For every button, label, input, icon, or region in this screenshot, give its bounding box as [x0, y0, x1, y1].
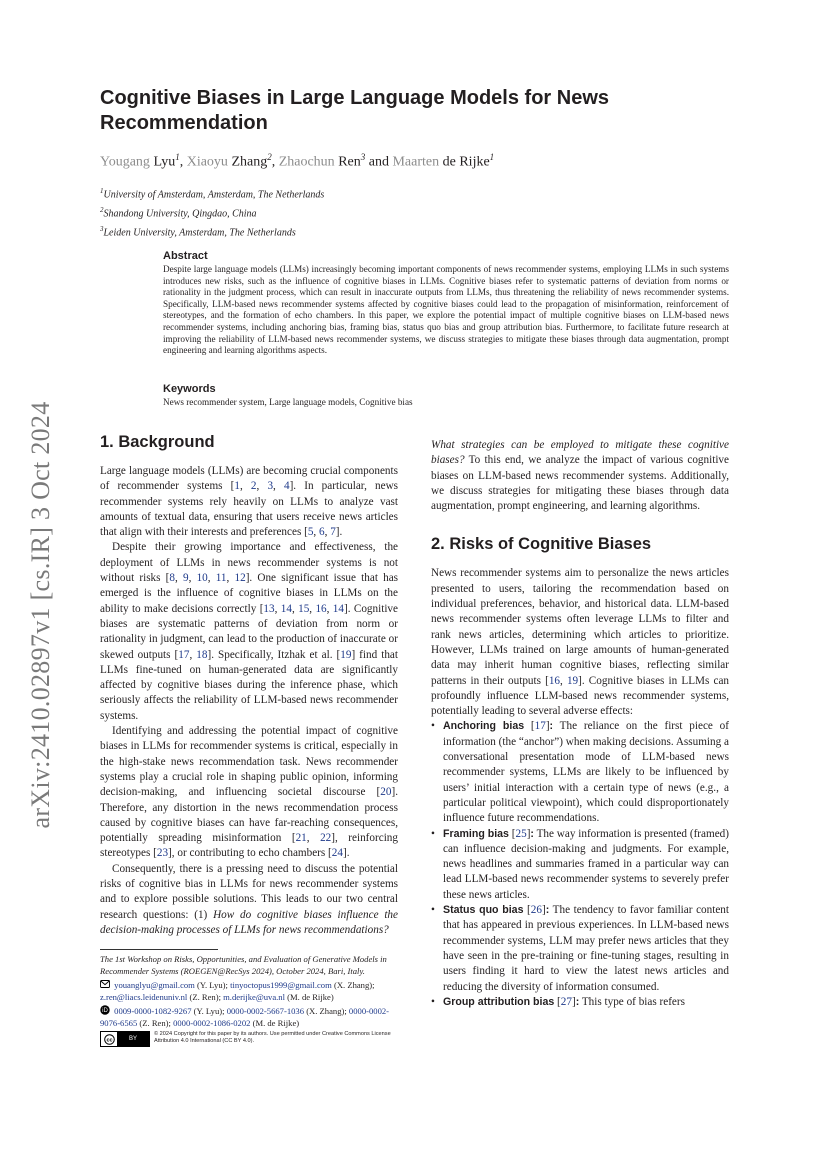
citation-link[interactable]: 14	[280, 602, 292, 615]
citation-link[interactable]: 8	[169, 572, 175, 585]
orcid-icon	[100, 1005, 110, 1015]
citation-link[interactable]: 26	[530, 904, 542, 917]
affiliation-number: 3	[100, 224, 104, 233]
citation-link[interactable]: 4	[283, 480, 290, 493]
citation-link[interactable]: 24	[331, 847, 343, 860]
svg-text:iD: iD	[102, 1008, 108, 1015]
citation-link[interactable]: 14	[332, 602, 344, 615]
paper-title: Cognitive Biases in Large Language Models for News Recommendation	[100, 87, 609, 134]
paragraph: Consequently, there is a pressing need to discuss the potential risks of cognitive bias in LLMs for news recommender systems and to explore possible solutions. This leads to our two central research questions: (1) How do cognitive biases influence the decision-making processes of LLMs for news recommendations?	[100, 862, 398, 936]
list-item: • Group attribution bias [27]: This type of bias refers	[431, 995, 729, 1010]
citation-link[interactable]: 1	[234, 480, 240, 493]
keywords-text: News recommender system, Large language models, Cognitive bias	[163, 397, 413, 407]
list-item: • Anchoring bias [17]: The reliance on the first piece of information (the “anchor”) when making decisions. Assuming a conversational presentation mode of LLM-based news recommender systems, LLMs are likely to be influenced by users’ initial interaction with a certain type of news (e.g., a particular political viewpoint), which could disproportionately influence future recommendations.	[431, 719, 729, 826]
author-last-name: de Rijke	[442, 154, 490, 170]
keywords-block	[163, 383, 729, 409]
bias-name: Group attribution bias	[443, 995, 555, 1008]
right-column	[431, 438, 729, 1010]
author-first-name[interactable]: Zhaochun	[278, 154, 335, 170]
email-link[interactable]: tinyoctopus1999@gmail.com	[230, 980, 332, 990]
email-icon	[100, 979, 110, 989]
author-separator: ,	[271, 154, 276, 170]
orcid-link[interactable]: 0000-0002-1086-0202	[173, 1018, 251, 1028]
bias-name: Framing bias	[443, 827, 509, 840]
citation-link[interactable]: 20	[380, 786, 392, 799]
author-first-name[interactable]: Yougang	[100, 154, 150, 170]
research-question-2: What strategies can be employed to mitigate these cognitive biases?	[431, 439, 729, 467]
citation-link[interactable]: 6	[319, 526, 325, 539]
affiliation-number: 2	[100, 205, 104, 214]
keywords-heading: Keywords	[163, 383, 216, 395]
arxiv-stamp-text: arXiv:2410.02897v1 [cs.IR] 3 Oct 2024	[26, 401, 55, 829]
affiliation-text: Leiden University, Amsterdam, The Netherlands	[103, 226, 296, 238]
arxiv-identifier-stamp	[20, 380, 62, 850]
paragraph: Identifying and addressing the potential impact of cognitive biases in LLMs for recommender systems is critical, especially in the high-stake news recommendation task. News recommender systems play a crucial role in shaping public opinion, informing decision-making, and influencing societal discourse [20]. Therefore, any distortion in the news recommendation process caused by cognitive biases can have far-reaching consequences, potentially spreading misinformation [21, 22], reinforcing stereotypes [23], or contributing to echo chambers [24].	[100, 725, 398, 860]
citation-link[interactable]: 18	[196, 648, 208, 661]
citation-link[interactable]: 10	[196, 572, 208, 585]
orcid-list: iD 0009-0000-1082-9267 (Y. Lyu); 0000-0002-5667-1036 (X. Zhang); 0000-0002-9076-6565 (Z. Ren); 0000-0002-1086-0202 (M. de Rijke)	[100, 1006, 390, 1028]
author-affiliation-mark: 1	[175, 152, 180, 162]
section-heading-risks: 2. Risks of Cognitive Biases	[431, 535, 652, 554]
author-first-name[interactable]: Maarten	[392, 154, 440, 170]
citation-link[interactable]: 7	[330, 526, 336, 539]
cc-by-badge[interactable]	[100, 1031, 150, 1047]
bias-name: Anchoring bias	[443, 720, 525, 733]
section-heading-background: 1. Background	[100, 433, 215, 451]
author-affiliation-mark: 1	[489, 152, 495, 162]
license-text: © 2024 Copyright for this paper by its authors. Use permitted under Creative Commons License Attribution 4.0 International (CC BY 4.0).	[154, 1031, 391, 1044]
citation-link[interactable]: 21	[295, 832, 307, 845]
abstract-text: Despite large language models (LLMs) increasingly becoming important components of news recommender systems, employing LLMs in such systems introduces new risks, such as the influence of cognitive biases in LLMs. Cognitive biases refer to systematic patterns of deviation from norms or rationality in the judgment process, which can result in inaccurate outputs from LLMs, thus threatening the reliability of news recommender systems. Specifically, LLM-based news recommender systems affected by cognitive biases could lead to the propagation of misinformation, reinforcement of stereotypes, and the formation of echo chambers. In this paper, we explore the potential impact of multiple cognitive biases on LLM-based news recommender systems, including anchoring bias, framing bias, status quo bias and group attribution bias. Furthermore, to facilitate future research at improving the reliability of LLM-based news recommender systems, we discuss strategies to mitigate these biases through data augmentation, prompt engineering and learning algorithms aspects.	[163, 264, 729, 356]
author-and: and	[368, 154, 389, 170]
list-item: • Status quo bias [26]: The tendency to favor familiar content that has appeared in previous experiences. In LLM-based news recommender systems, LLM may prefer news articles that they have seen in the pre-training or fine-tuning stages, resulting in users finding it hard to view the latest news articles and reducing the diversity of information consumed.	[431, 903, 729, 995]
paragraph: What strategies can be employed to mitigate these cognitive biases? To this end, we analyze the impact of various cognitive biases on LLM-based news recommender systems. Additionally, we discuss strategies for mitigating these biases through data augmentation, prompt engineering, and learning algorithms.	[431, 439, 729, 513]
research-question-1: How do cognitive biases influence the decision-making processes of LLMs for news recommendations?	[100, 908, 398, 936]
author-last-name: Ren	[338, 154, 361, 170]
author-last-name: Zhang	[231, 154, 268, 170]
paragraph: Large language models (LLMs) are becoming crucial components of recommender systems [1, 2, 3, 4]. In particular, news recommender systems rely heavily on LLMs to analyze vast amounts of textual data, ensuring that users receive news articles that align with their interests and preferences [5, 6, 7].	[100, 465, 399, 539]
venue-note: The 1st Workshop on Risks, Opportunities, and Evaluation of Generative Models in Recommender Systems (ROEGEN@RecSys 2024), October 2024, Bari, Italy.	[100, 954, 387, 976]
footnote-block	[100, 949, 400, 1047]
svg-text:cc: cc	[105, 1037, 113, 1044]
cc-badge-label: BY	[117, 1032, 149, 1046]
affiliation-number: 1	[100, 187, 104, 195]
author-first-name[interactable]: Xiaoyu	[186, 154, 228, 170]
author-last-name: Lyu	[153, 154, 176, 170]
affiliation-text: Shandong University, Qingdao, China	[103, 208, 257, 220]
license-row	[100, 1031, 400, 1047]
citation-link[interactable]: 15	[298, 602, 310, 615]
citation-link[interactable]: 13	[263, 602, 275, 615]
email-list: youanglyu@gmail.com (Y. Lyu); tinyoctopus1999@gmail.com (X. Zhang); z.ren@liacs.leidenuniv.nl (Z. Ren); m.derijke@uva.nl (M. de Rijke)	[100, 980, 375, 1002]
author-list	[100, 152, 494, 171]
citation-link[interactable]: 17	[178, 648, 190, 661]
orcid-link[interactable]: 0000-0002-9076-6565	[100, 1006, 390, 1028]
citation-link[interactable]: 19	[566, 674, 579, 687]
paragraph: News recommender systems aim to personalize the news articles presented to users, tailoring the recommendation based on individual preferences, behavior, and historical data. LLM-based news recommender systems often leverage LLMs to filter and rank news articles, determining which articles to prioritize. However, LLMs trained on large amounts of human-generated data may inherit human cognitive biases, reflecting similar patterns in their outputs [16, 19]. Cognitive biases in LLMs can profoundly influence LLM-based news recommender systems, potentially leading to several adverse effects:	[431, 567, 729, 718]
citation-link[interactable]: 9	[182, 572, 189, 585]
cc-icon	[101, 1032, 117, 1046]
affiliation-item	[100, 184, 324, 203]
left-column	[100, 432, 399, 936]
affiliation-item	[100, 222, 324, 241]
abstract-block	[163, 250, 729, 357]
author-affiliation-mark: 3	[360, 152, 366, 162]
orcid-link[interactable]: 0009-0000-1082-9267	[114, 1006, 192, 1016]
citation-link[interactable]: 16	[315, 602, 327, 615]
bias-name: Status quo bias	[443, 904, 524, 917]
citation-link[interactable]: 2	[250, 480, 257, 493]
citation-link[interactable]: 12	[234, 572, 246, 585]
citation-link[interactable]: 25	[515, 827, 527, 840]
citation-link[interactable]: 11	[215, 572, 227, 585]
email-link[interactable]: youanglyu@gmail.com	[114, 980, 195, 990]
list-item: • Framing bias [25]: The way information is presented (framed) can influence decision-making and judgments. For example, news headlines and summaries framed in a particular way can lead LLM-based news recommender systems to severely prefer these news articles.	[431, 827, 729, 903]
author-separator: ,	[179, 154, 184, 170]
affiliation-text: University of Amsterdam, Amsterdam, The Netherlands	[103, 189, 325, 201]
orcid-link[interactable]: 0000-0002-5667-1036	[226, 1006, 305, 1016]
citation-link[interactable]: 27	[560, 995, 572, 1008]
affiliation-item	[100, 203, 324, 222]
email-link[interactable]: m.derijke@uva.nl	[223, 992, 285, 1002]
citation-link[interactable]: 23	[156, 847, 169, 860]
paragraph: Despite their growing importance and effectiveness, the deployment of LLMs in news recommender systems is not without risks [8, 9, 10, 11, 12]. One significant issue that has emerged is the influence of cognitive biases in LLMs on the ability to make decisions correctly [13, 14, 15, 16, 14]. Cognitive biases are systematic patterns of deviation from norm or rationality in judgment, can lead to the production of inaccurate or skewed outputs [17, 18]. Specifically, Itzhak et al. [19] find that LLMs fine-tuned on human-generated data are significantly affected by cognitive biases during the inference phase, which seriously affects the reliability of LLM-based news recommender systems.	[100, 541, 399, 722]
citation-link[interactable]: 5	[307, 526, 314, 539]
author-affiliation-mark: 2	[267, 152, 272, 162]
affiliation-list	[100, 184, 324, 240]
citation-link[interactable]: 17	[534, 720, 546, 733]
citation-link[interactable]: 19	[340, 648, 352, 661]
footnote-rule	[100, 949, 218, 950]
citation-link[interactable]: 3	[267, 480, 274, 493]
citation-link[interactable]: 16	[548, 674, 561, 687]
email-link[interactable]: z.ren@liacs.leidenuniv.nl	[100, 992, 188, 1002]
citation-link[interactable]: 22	[320, 832, 332, 845]
abstract-heading: Abstract	[163, 250, 208, 262]
bias-list	[431, 719, 729, 1010]
